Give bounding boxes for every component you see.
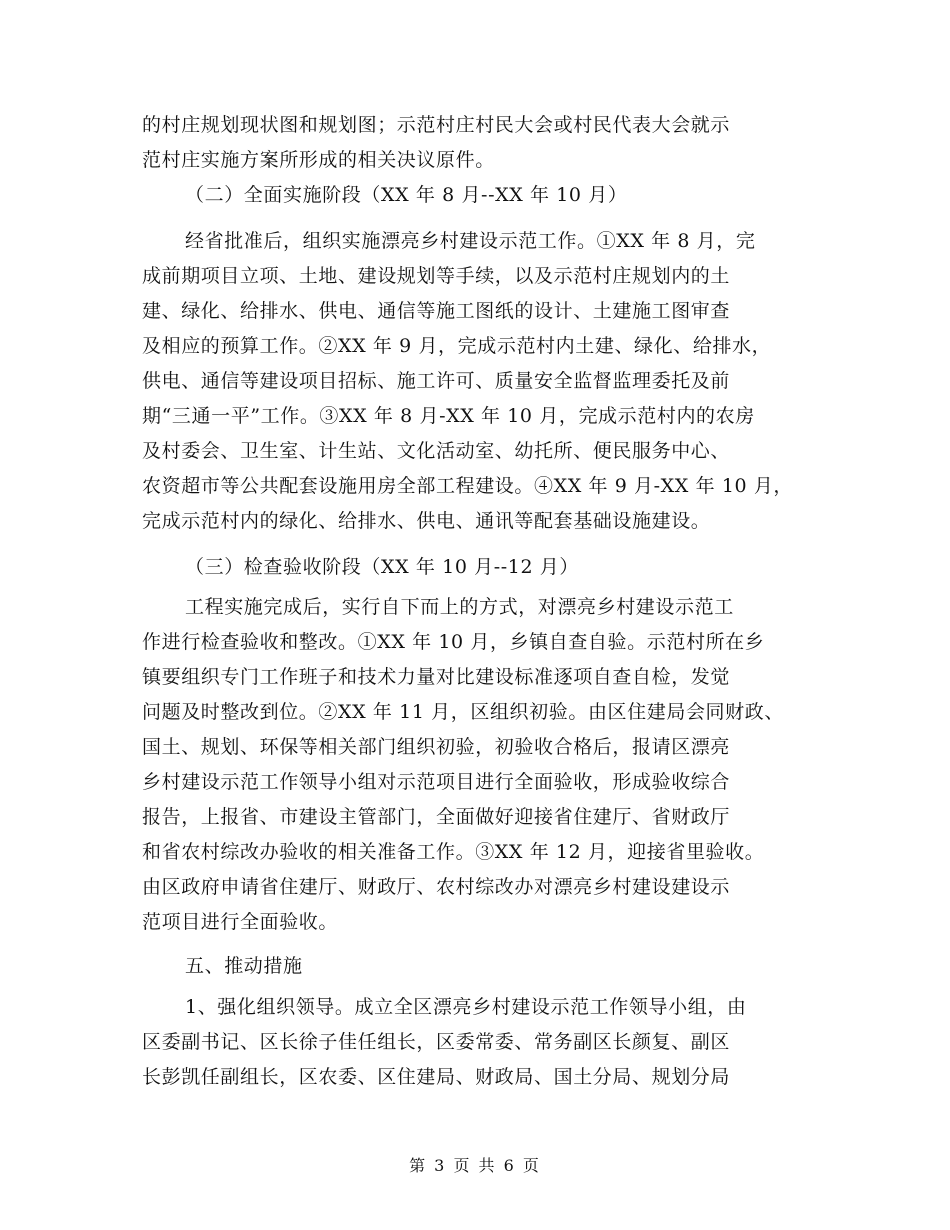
body-text-line: 作进行检查验收和整改。①XX 年 10 月，乡镇自查自验。示范村所在乡 [142,631,765,653]
body-text-line: 区委副书记、区长徐子佳任组长，区委常委、常务副区长颜复、副区 [142,1031,731,1053]
body-text-line: 乡村建设示范工作领导小组对示范项目进行全面验收，形成验收综合 [142,771,731,793]
section-heading: （二）全面实施阶段（XX 年 8 月--XX 年 10 月） [185,184,628,206]
body-text-line: 农资超市等公共配套设施用房全部工程建设。④XX 年 9 月-XX 年 10 月， [142,475,794,497]
body-text-line: 国土、规划、环保等相关部门组织初验，初验收合格后，报请区漂亮 [142,736,731,758]
body-text-line: 供电、通信等建设项目招标、施工许可、质量安全监督监理委托及前 [142,370,731,392]
page-number-footer: 第 3 页 共 6 页 [409,1156,541,1175]
body-text-line: 问题及时整改到位。②XX 年 11 月，区组织初验。由区住建局会同财政、 [142,701,784,723]
body-text-line: 镇要组织专门工作班子和技术力量对比建设标准逐项自查自检，发觉 [142,666,731,688]
body-text-line: 期“三通一平”工作。③XX 年 8 月-XX 年 10 月，完成示范村内的农房 [142,405,755,427]
paragraph-start: 经省批准后，组织实施漂亮乡村建设示范工作。①XX 年 8 月，完 [185,230,756,252]
body-text-line: 范村庄实施方案所形成的相关决议原件。 [142,149,495,171]
section-heading: 五、推动措施 [185,955,303,977]
body-text-line: 完成示范村内的绿化、给排水、供电、通讯等配套基础设施建设。 [142,510,711,532]
section-heading: （三）检查验收阶段（XX 年 10 月--12 月） [185,556,580,578]
body-text-line: 范项目进行全面验收。 [142,911,339,933]
body-text-line: 长彭凯任副组长，区农委、区住建局、财政局、国土分局、规划分局 [142,1066,731,1088]
body-text-line: 报告，上报省、市建设主管部门，全面做好迎接省住建厅、省财政厅 [142,806,731,828]
body-text-line: 及相应的预算工作。②XX 年 9 月，完成示范村内土建、绿化、给排水， [142,335,772,357]
body-text-line: 建、绿化、给排水、供电、通信等施工图纸的设计、土建施工图审查 [142,300,731,322]
paragraph-start: 1、强化组织领导。成立全区漂亮乡村建设示范工作领导小组，由 [185,996,747,1018]
body-text-line: 的村庄规划现状图和规划图；示范村庄村民大会或村民代表大会就示 [142,114,731,136]
body-text-line: 由区政府申请省住建厅、财政厅、农村综改办对漂亮乡村建设建设示 [142,876,731,898]
body-text-line: 成前期项目立项、土地、建设规划等手续，以及示范村庄规划内的土 [142,265,731,287]
body-text-line: 和省农村综改办验收的相关准备工作。③XX 年 12 月，迎接省里验收。 [142,841,765,863]
body-text-line: 及村委会、卫生室、计生站、文化活动室、幼托所、便民服务中心、 [142,440,731,462]
paragraph-start: 工程实施完成后，实行自下而上的方式，对漂亮乡村建设示范工 [185,596,734,618]
